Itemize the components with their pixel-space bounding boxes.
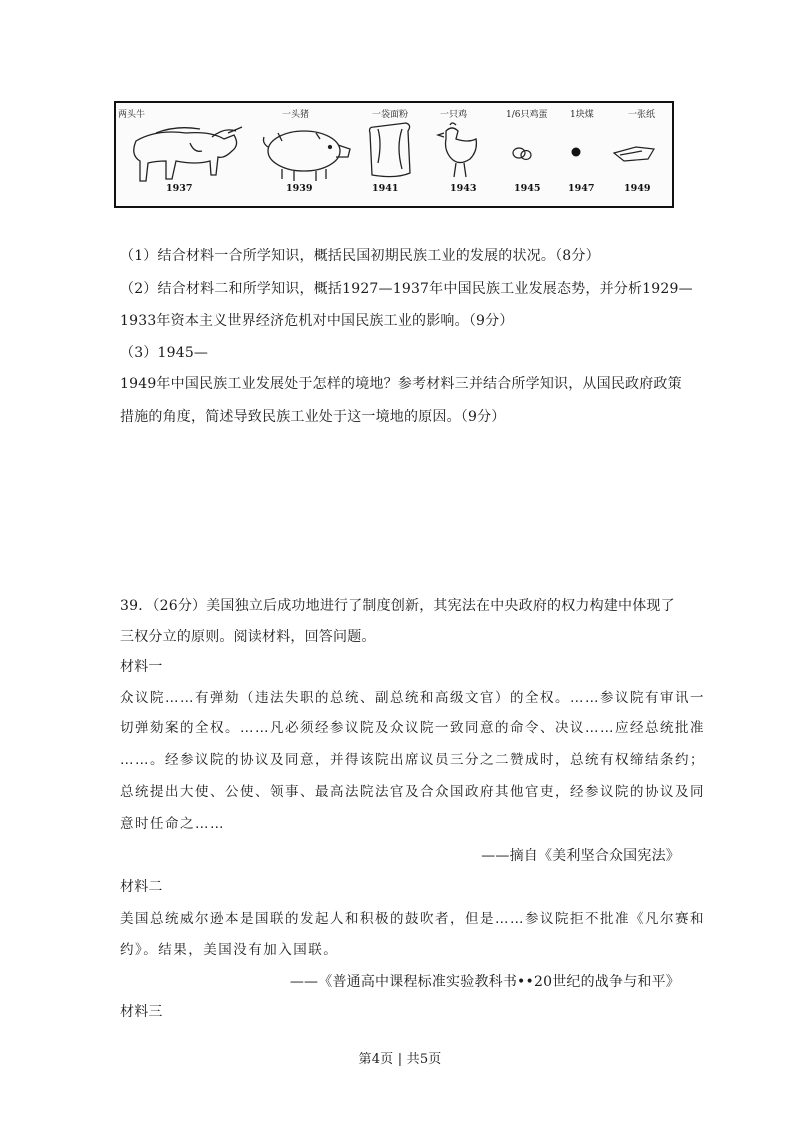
material-3-title: 材料三 bbox=[120, 1004, 163, 1020]
eggs-icon bbox=[513, 148, 531, 160]
caption-paper: 一张纸 bbox=[628, 110, 656, 120]
material-1-line4: 总统提出大使、公使、领事、最高法院法官及合众国政府其他官吏，经参议院的协议及同 bbox=[120, 784, 705, 800]
material-1-line5: 意时任命之…… bbox=[120, 816, 225, 832]
material-2-title: 材料二 bbox=[120, 879, 163, 895]
caption-cows: 两头牛 bbox=[118, 110, 146, 120]
caption-chicken: 一只鸡 bbox=[440, 110, 468, 120]
q38-sub3-line1: （3）1945— bbox=[120, 345, 209, 361]
q38-sub2-line1: （2）结合材料二和所学知识，概括1927—1937年中国民族工业发展态势，并分析1929— bbox=[120, 281, 693, 297]
material-1-line2: 切弹劾案的全权。……凡必须经参议院及众议院一致同意的命令、决议……应经总统批准 bbox=[120, 720, 705, 736]
material-1-line3: ……。经参议院的协议及同意，并得该院出席议员三分之二赞成时，总统有权缔结条约； bbox=[120, 752, 705, 768]
year-label: 1941 bbox=[372, 183, 399, 194]
caption-flour: 一袋面粉 bbox=[372, 110, 409, 120]
q38-sub3-line2: 1949年中国民族工业发展处于怎样的境地？参考材料三并结合所学知识，从国民政府政策 bbox=[120, 376, 682, 392]
q39-intro-line2: 三权分立的原则。阅读材料，回答问题。 bbox=[120, 629, 376, 645]
year-label: 1949 bbox=[624, 183, 651, 194]
q38-sub1: （1）结合材料一合所学知识，概括民国初期民族工业的发展的状况。（8分） bbox=[120, 248, 600, 264]
pig-icon bbox=[264, 131, 351, 181]
cow-icon bbox=[134, 127, 242, 181]
caption-eggs: 1/6只鸡蛋 bbox=[506, 110, 548, 120]
flour-sack-icon bbox=[370, 123, 411, 177]
material-2-line1: 美国总统威尔逊本是国联的发起人和积极的鼓吹者，但是……参议院拒不批准《凡尔赛和 bbox=[120, 911, 705, 927]
year-label: 1943 bbox=[450, 183, 477, 194]
material-1-source: ——摘自《美利坚合众国宪法》 bbox=[481, 848, 680, 864]
year-label: 1945 bbox=[514, 183, 541, 194]
caption-pig: 一头猪 bbox=[282, 110, 310, 120]
material-2-source: ——《普通高中课程标准实验教科书••20世纪的战争与和平》 bbox=[289, 974, 680, 990]
q38-sub3-line3: 措施的角度，简述导致民族工业处于这一境地的原因。（9分） bbox=[120, 409, 506, 425]
material-2-line2: 约》。结果，美国没有加入国联。 bbox=[120, 942, 339, 958]
caption-coal: 1块煤 bbox=[570, 110, 594, 120]
page-footer: 第4页 | 共5页 bbox=[358, 1052, 442, 1067]
year-label: 1939 bbox=[286, 183, 313, 194]
paper-icon bbox=[614, 147, 654, 161]
chicken-icon bbox=[438, 123, 476, 177]
inflation-cartoon-figure bbox=[114, 101, 674, 208]
q39-intro-line1: 39．（26分）美国独立后成功地进行了制度创新，其宪法在中央政府的权力构建中体现了 bbox=[120, 598, 675, 614]
year-label: 1947 bbox=[568, 183, 595, 194]
q38-sub2-line2: 1933年资本主义世界经济危机对中国民族工业的影响。（9分） bbox=[120, 313, 514, 329]
year-label: 1937 bbox=[166, 183, 193, 194]
material-1-title: 材料一 bbox=[120, 659, 163, 675]
coal-icon bbox=[572, 148, 581, 157]
material-1-line1: 众议院……有弹劾（违法失职的总统、副总统和高级文官）的全权。……参议院有审讯一 bbox=[120, 690, 705, 706]
